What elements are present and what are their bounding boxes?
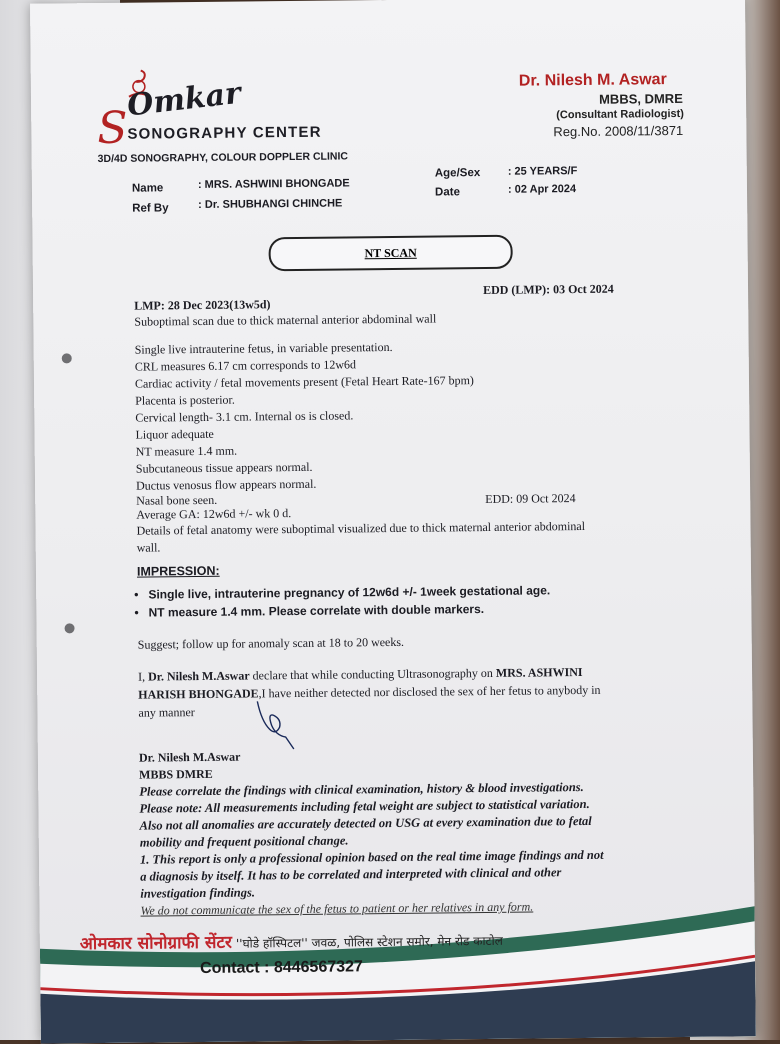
average-ga: Average GA: 12w6d +/- wk 0 d. <box>136 506 292 522</box>
date-label: Date <box>434 186 461 199</box>
footer-address-line <box>80 927 503 954</box>
finding-line: Cardiac activity / fetal movements present (Fetal Heart Rate-167 bpm) <box>134 373 474 391</box>
agesex-label: Age/Sex <box>434 167 481 180</box>
impression-heading: IMPRESSION: <box>136 563 220 579</box>
finding-line: Ductus venosus flow appears normal. <box>135 476 317 493</box>
disclaimer-text: We do not communicate the sex of the fetus to patient or her relatives in any form. <box>140 899 534 918</box>
finding-line: Placenta is posterior. <box>135 392 235 408</box>
logo-text: Omkar <box>125 75 243 124</box>
note-line: Also not all anomalies are accurately detected on USG at every examination due to fetal <box>139 813 592 833</box>
footer-address: ''घोडे हॉस्पिटल'' जवळ, पोलिस स्टेशन समोर, मेन रोड काटोल <box>235 933 503 951</box>
name-value: : MRS. ASHWINI BHONGADE <box>197 177 350 191</box>
refby-label: Ref By <box>132 202 169 215</box>
clinic-tagline: 3D/4D SONOGRAPHY, COLOUR DOPPLER CLINIC <box>97 150 348 166</box>
footer-clinic-name: ओमकार सोनोग्राफी सेंटर <box>79 932 233 955</box>
finding-line: Single live intrauterine fetus, in variable presentation. <box>134 339 393 357</box>
binder-hole <box>65 623 75 633</box>
binder-hole <box>62 353 72 363</box>
doctor-reg: Reg.No. 2008/11/3871 <box>553 122 684 140</box>
note-line: investigation findings. <box>140 885 256 901</box>
edd-text: EDD: 09 Oct 2024 <box>485 491 576 507</box>
note-line: 1. This report is only a professional opinion based on the real time image findings and not <box>139 847 604 867</box>
signatory-name: Dr. Nilesh M.Aswar <box>138 749 241 765</box>
anatomy-line: Details of fetal anatomy were suboptimal visualized due to thick maternal anterior abdominal <box>136 518 586 538</box>
note-line: Please note: All measurements including fetal weight are subject to statistical variation. <box>139 796 590 816</box>
declaration-line: HARISH BHONGADE,I have neither detected nor disclosed the sex of her fetus to anybody in <box>138 682 601 702</box>
report-title-box <box>268 235 512 272</box>
footer-contact: Contact : 8446567327 <box>200 958 363 978</box>
declaration-line: any manner <box>138 705 195 720</box>
note-line: a diagnosis by itself. It has to be correlated and interpreted with clinical and other <box>140 865 562 884</box>
logo-s-glyph: S <box>97 102 128 155</box>
report-title: NT SCAN <box>364 245 417 261</box>
impression-item: • NT measure 1.4 mm. Please correlate with double markers. <box>134 602 485 620</box>
agesex-value: : 25 YEARS/F <box>507 165 578 178</box>
report-page <box>30 0 756 1044</box>
doctor-role: (Consultant Radiologist) <box>556 107 684 122</box>
footer-band <box>39 901 755 1043</box>
suggestion-text: Suggest; follow up for anomaly scan at 18 to 20 weeks. <box>137 634 405 652</box>
edd-lmp-text: EDD (LMP): 03 Oct 2024 <box>482 281 614 298</box>
scan-note: Suboptimal scan due to thick maternal anterior abdominal wall <box>134 311 437 329</box>
signature-image <box>247 691 308 752</box>
finding-line: Liquor adequate <box>135 426 214 442</box>
impression-item: • Single live, intrauterine pregnancy of 12w6d +/- 1week gestational age. <box>134 583 551 602</box>
finding-line: Cervical length- 3.1 cm. Internal os is closed. <box>135 408 354 425</box>
note-line: mobility and frequent positional change. <box>139 833 349 850</box>
lmp-text: LMP: 28 Dec 2023(13w5d) <box>134 297 271 313</box>
doctor-degree: MBBS, DMRE <box>598 90 683 107</box>
signatory-degree: MBBS DMRE <box>139 766 213 782</box>
finding-line: Subcutaneous tissue appears normal. <box>135 459 313 476</box>
note-line: Please correlate the findings with clinical examination, history & blood investigations. <box>139 779 584 799</box>
refby-value: : Dr. SHUBHANGI CHINCHE <box>198 197 343 211</box>
center-name: SONOGRAPHY CENTER <box>127 123 322 143</box>
name-label: Name <box>131 182 164 195</box>
date-value: : 02 Apr 2024 <box>507 183 577 196</box>
finding-line: Nasal bone seen. <box>136 492 218 508</box>
declaration-line: I, Dr. Nilesh M.Aswar declare that while conducting Ultrasonography on MRS. ASHWINI <box>137 664 583 684</box>
finding-line: CRL measures 6.17 cm corresponds to 12w6d <box>134 357 357 374</box>
doctor-name: Dr. Nilesh M. Aswar <box>518 71 667 90</box>
anatomy-line: wall. <box>136 540 161 555</box>
finding-line: NT measure 1.4 mm. <box>135 443 238 459</box>
